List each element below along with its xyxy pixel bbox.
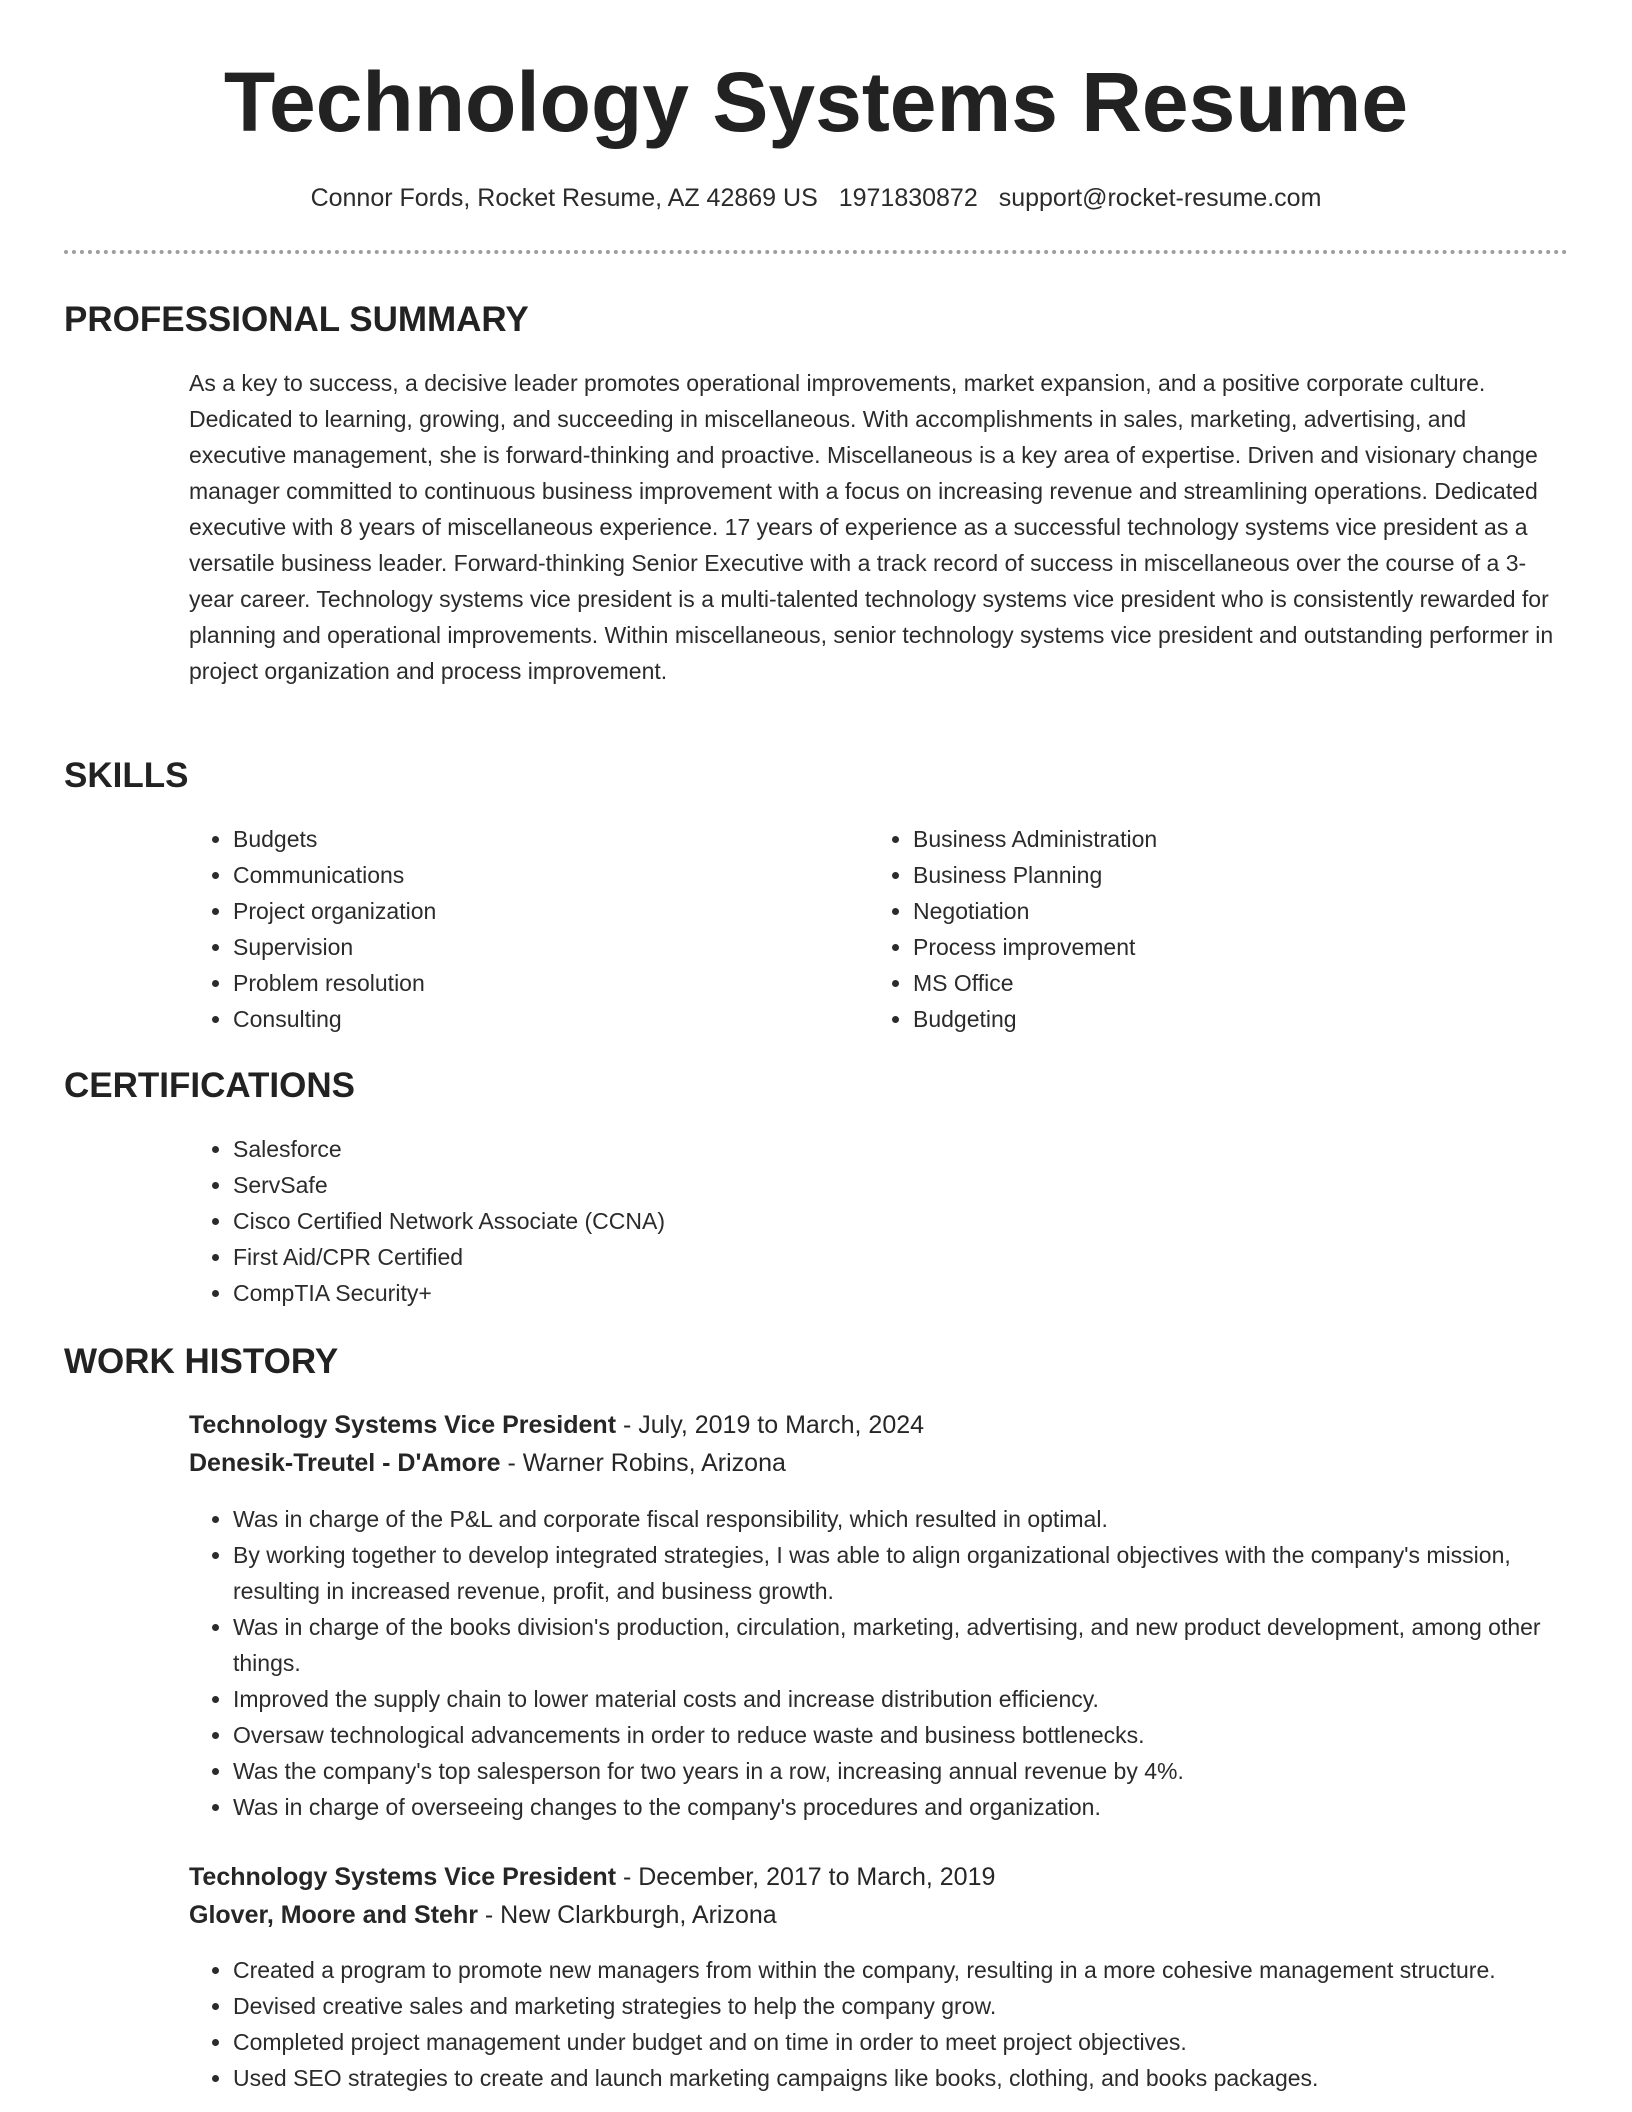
contact-address: Connor Fords, Rocket Resume, AZ 42869 US [310,184,818,212]
job-bullet: • Completed project management under budget and on time in order to meet project objectives. [233,2024,1573,2060]
job-bullet: • Was in charge of overseeing changes to the company's procedures and organization. [233,1789,1573,1825]
certification-item: • Salesforce [233,1131,1433,1167]
job-bullets [189,1501,1573,1825]
job-bullet: • Created a program to promote new managers from within the company, resulting in a more cohesive management structure. [233,1952,1573,1988]
summary-text: As a key to success, a decisive leader promotes operational improvements, market expansion, and a positive corporate culture. Dedicated to learning, growing, and succeeding in miscellaneous. With accomplishments in sales, marketing, advertising, and executive management, she is forward-thinking and proactive. Miscellaneous is a key area of expertise. Driven and visionary change manager committed to continuous business improvement with a focus on increasing revenue and streamlining operations. Dedicated executive with 8 years of miscellaneous experience. 17 years of experience as a successful technology systems vice president as a versatile business leader. Forward-thinking Senior Executive with a track record of success in miscellaneous over the course of a 3-year career. Technology systems vice president is a multi-talented technology systems vice president who is consistently rewarded for planning and operational improvements. Within miscellaneous, senior technology systems vice president and outstanding performer in project organization and process improvement. [189,370,1554,684]
skill-item: • Communications [233,857,853,893]
work-history-heading: WORK HISTORY [64,1342,339,1381]
job-bullet: • Oversaw technological advancements in order to reduce waste and business bottlenecks. [233,1717,1573,1753]
job-company: Denesik-Treutel - D'Amore [189,1449,501,1477]
job-bullet: • Devised creative sales and marketing strategies to help the company grow. [233,1988,1573,2024]
job-bullet: • Improved the supply chain to lower material costs and increase distribution efficiency. [233,1681,1573,1717]
skills-list-right [869,821,1533,1037]
certification-item: • CompTIA Security+ [233,1275,1433,1311]
skill-item: • Budgeting [913,1001,1533,1037]
skill-item: • Process improvement [913,929,1533,965]
skill-item: • Budgets [233,821,853,857]
job-title: Technology Systems Vice President [189,1411,617,1439]
contact-phone: 1971830872 [838,184,978,212]
skill-item: • Negotiation [913,893,1533,929]
job-company-line [189,1896,777,1934]
certification-item: • Cisco Certified Network Associate (CCNA) [233,1203,1433,1239]
job-location: - Warner Robins, Arizona [500,1449,786,1477]
certification-item: • ServSafe [233,1167,1433,1203]
certifications-heading: CERTIFICATIONS [64,1066,356,1105]
skills-list-left [189,821,853,1037]
job-title-line [189,1406,924,1444]
contact-email: support@rocket-resume.com [998,184,1322,212]
skills-heading: SKILLS [64,756,189,795]
job-company: Glover, Moore and Stehr [189,1901,478,1929]
job-title-line [189,1858,995,1896]
job-title: Technology Systems Vice President [189,1863,617,1891]
header-divider [64,250,1568,254]
job-bullet: • Was in charge of the P&L and corporate fiscal responsibility, which resulted in optimal. [233,1501,1573,1537]
summary-heading: PROFESSIONAL SUMMARY [64,300,529,339]
resume-title: Technology Systems Resume [223,55,1409,149]
job-location: - New Clarkburgh, Arizona [477,1901,777,1929]
job-bullet: • By working together to develop integrated strategies, I was able to align organizational objectives with the company's mission, resulting in increased revenue, profit, and business growth. [233,1537,1573,1609]
skill-item: • Supervision [233,929,853,965]
job-bullet: • Was the company's top salesperson for two years in a row, increasing annual revenue by 4%. [233,1753,1573,1789]
job-bullet: • Used SEO strategies to create and launch marketing campaigns like books, clothing, and books packages. [233,2060,1573,2096]
job-bullets [189,1952,1573,2096]
contact-line [0,180,1632,216]
job-dates: - December, 2017 to March, 2019 [616,1863,996,1891]
skill-item: • Business Planning [913,857,1533,893]
job-dates: - July, 2019 to March, 2024 [616,1411,925,1439]
job-bullet: • Was in charge of the books division's production, circulation, marketing, advertising, and new product development, among other things. [233,1609,1573,1681]
certification-item: • First Aid/CPR Certified [233,1239,1433,1275]
certifications-list [189,1131,1433,1311]
skill-item: • Problem resolution [233,965,853,1001]
skill-item: • MS Office [913,965,1533,1001]
skill-item: • Business Administration [913,821,1533,857]
skill-item: • Consulting [233,1001,853,1037]
job-company-line [189,1444,786,1482]
skill-item: • Project organization [233,893,853,929]
